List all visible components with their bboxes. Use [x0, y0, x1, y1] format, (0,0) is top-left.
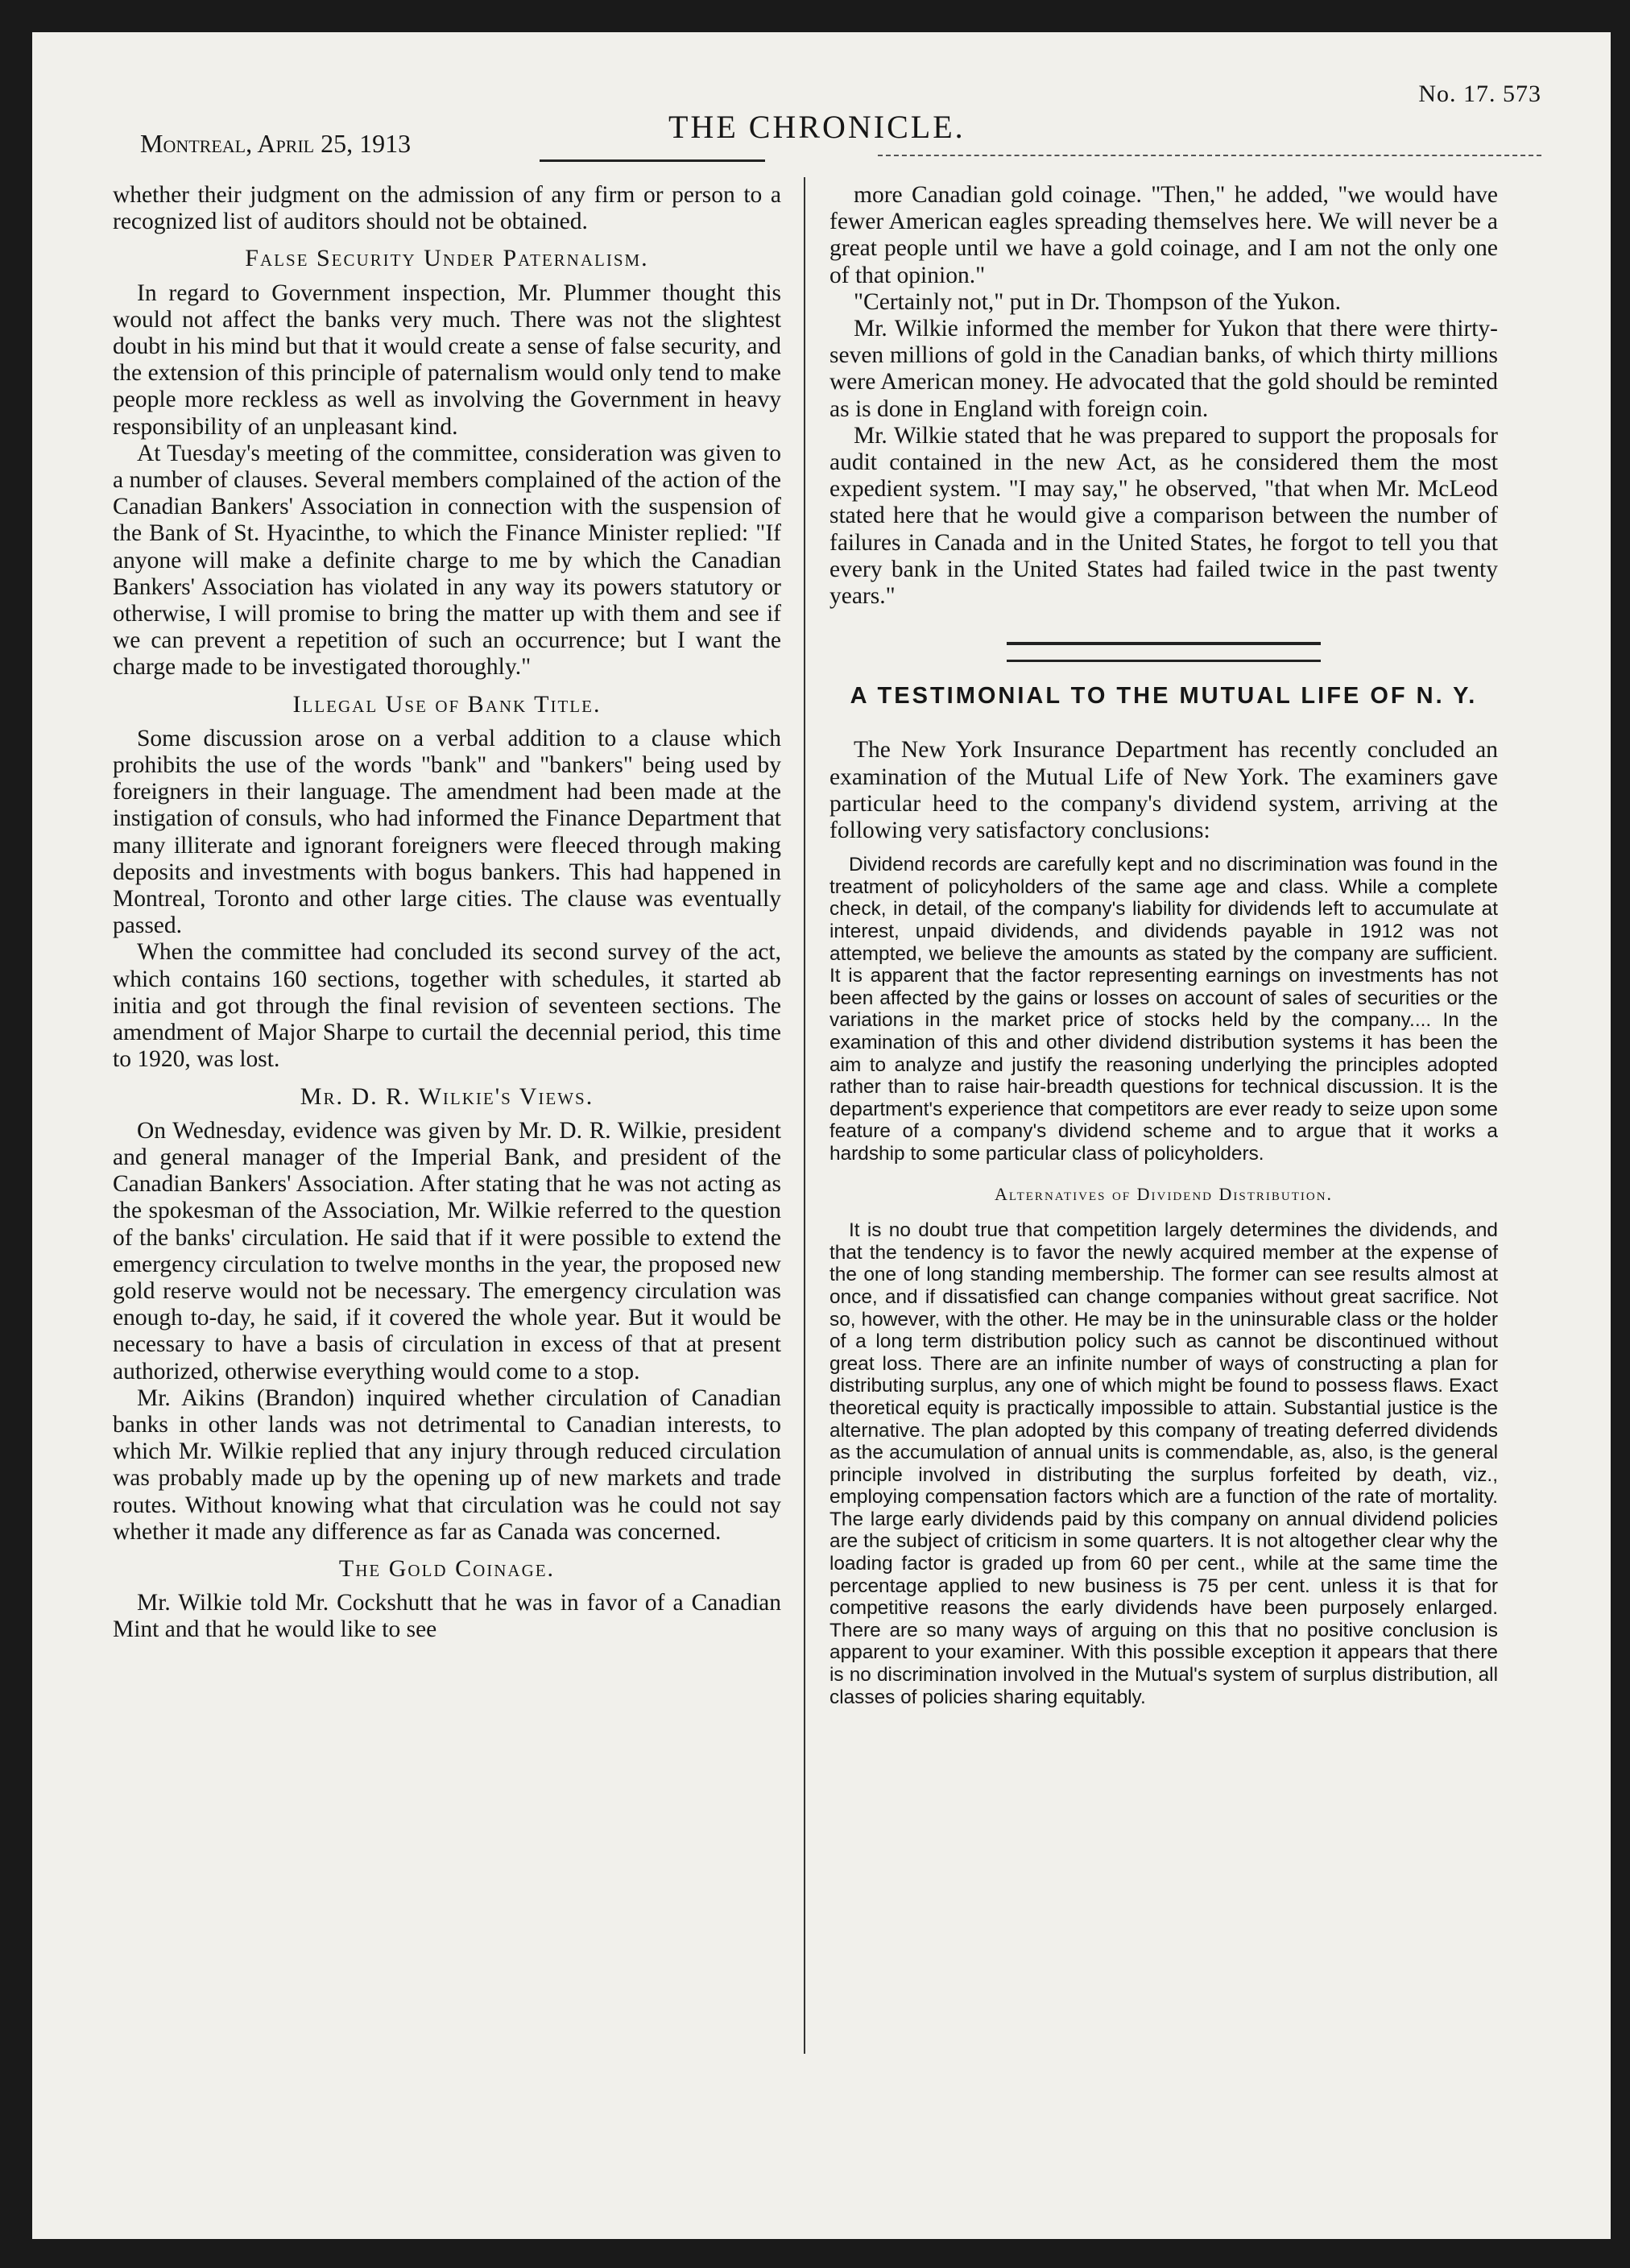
paragraph: more Canadian gold coinage. "Then," he added, "we would have fewer American eagles spreading themselves here. We will never be a great people until we have a gold coinage, and I am not the only one of that opinion.": [829, 182, 1498, 288]
paragraph: Some discussion arose on a verbal addition to a clause which prohibits the use of the words "bank" and "bankers" being used by foreigners in their language. The amendment had been made at the instigation of consuls, who had informed the Finance Department that many illiterate and ignorant foreigners were fleeced through making deposits and investments with bogus bankers. This had happened in Montreal, Toronto and other large cities. The clause was eventually passed.: [113, 725, 781, 939]
article-headline: A TESTIMONIAL TO THE MUTUAL LIFE OF N. Y.: [850, 683, 1478, 710]
paragraph: Mr. Wilkie told Mr. Cockshutt that he was in favor of a Canadian Mint and that he would like to see: [113, 1590, 781, 1643]
paragraph: The New York Insurance Department has recently concluded an examination of the Mutual Life of New York. The examiners gave particular heed to the company's dividend system, arriving at the following very satisfactory conclusions:: [829, 737, 1498, 844]
right-column: [829, 182, 1498, 1715]
left-column: [113, 182, 781, 1644]
paragraph: In regard to Government inspection, Mr. Plummer thought this would not affect the banks very much. There was not the slightest doubt in his mind but that it would create a sense of false security, and the extension of this principle of paternalism would only tend to make people more reckless as well as involving the Government in heavy responsibility of an unpleasant kind.: [113, 279, 781, 440]
paragraph: "Certainly not," put in Dr. Thompson of the Yukon.: [854, 288, 1342, 315]
paragraph: Mr. Wilkie informed the member for Yukon that there were thirty-seven millions of gold in the Canadian banks, of which thirty millions were American money. He advocated that the gold should be reminted as is done in England with foreign coin.: [829, 316, 1498, 422]
column-divider: [804, 177, 805, 2054]
header-rule-dashed: [878, 155, 1541, 156]
quoted-report: [829, 854, 1498, 1708]
newspaper-page: [32, 32, 1611, 2239]
quote-paragraph: It is no doubt true that competition largely determines the dividends, and that the tendency is to favor the newly acquired member at the expense of the one of long standing membership. The former can see results almost at once, and if dissatisfied can change companies without great sacrifice. Not so, however, with the other. He may be in the uninsurable class or the holder of a long term distribution policy such as cannot be discontinued without great loss. There are an infinite number of ways of constructing a plan for distributing surplus, any one of which might be found to possess flaws. Exact theoretical equity is practically impossible to attain. Substantial justice is the alternative. The plan adopted by this company of treating deferred dividends as the accumulation of annual units is commendable, as, also, is the general principle involved in distributing the surplus forfeited by death, viz., employing compensation factors which are a function of the rate of mortality. The large early dividends paid by this company on annual dividend policies are the subject of criticism in some quarters. It is not altogether clear why the loading factor is graded up from 60 per cent., while at the same time the percentage applied to new business is 75 per cent. unless it is that for competitive reasons the early dividends have been purposely enlarged. There are so many ways of arguing on this that no positive conclusion is apparent to your examiner. With this possible exception it appears that there is no discrimination involved in the Mutual's system of surplus distribution, all classes of policies sharing equitably.: [829, 1219, 1498, 1708]
paragraph: On Wednesday, evidence was given by Mr. D. R. Wilkie, president and general manager of the Imperial Bank, and president of the Canadian Bankers' Association. After stating that he was not acting as the spokesman of the Association, Mr. Wilkie referred to the question of the banks' circulation. He said that if it were possible to extend the emergency circulation to twelve months in the year, the proposed new gold reserve would not be necessary. The emergency circulation was enough to-day, he said, if it covered the whole year. But it would be necessary to have a basis of circulation in excess of that at present authorized, otherwise everything would come to a stop.: [113, 1117, 781, 1384]
section-heading: False Security Under Paternalism.: [245, 245, 649, 272]
paragraph: When the committee had concluded its second survey of the act, which contains 160 sections, together with schedules, it started ab initia and got through the final revision of seventeen sections. The amendment of Major Sharpe to curtail the decennial period, this time to 1920, was lost.: [113, 939, 781, 1073]
header-rule-solid: [540, 159, 765, 162]
date-line: Montreal, April 25, 1913: [140, 129, 412, 158]
paragraph: Mr. Wilkie stated that he was prepared to support the proposals for audit contained in the new Act, as he considered them the most expedient system. "I may say," he observed, "that when Mr. McLeod stated here that he would give a comparison between the number of failures in Canada and in the United States, he forgot to tell you that every bank in the United States had failed twice in the past twenty years.": [829, 422, 1498, 610]
publication-title: THE CHRONICLE.: [668, 109, 966, 145]
quote-paragraph: Dividend records are carefully kept and no discrimination was found in the treatment of policyholders of the same age and class. While a complete check, in detail, of the company's liability for dividends left to accumulate at interest, unpaid dividends, and dividends payable in 1912 was not attempted, we believe the amounts as stated by the company are sufficient. It is apparent that the factor representing earnings on investments has not been affected by the gains or losses on account of sales of securities or the variations in the market price of stocks held by the company.... In the examination of this and other dividend distribution systems it has been the aim to analyze and justify the reasoning underlying the principles adopted rather than to raise hair-breadth questions for technical discussion. It is the department's experience that competitors are ever ready to seize upon some feature of a company's dividend scheme and to argue that it works a hardship to some particular class of policyholders.: [829, 854, 1498, 1165]
paragraph: Mr. Aikins (Brandon) inquired whether circulation of Canadian banks in other lands was not detrimental to Canadian interests, to which Mr. Wilkie replied that any injury through reduced circulation was probably made up by the opening up of new markets and trade routes. Without knowing what that circulation was he could not say whether it made any difference as far as Canada was concerned.: [113, 1384, 781, 1545]
section-divider: [1007, 642, 1321, 662]
section-heading: Illegal Use of Bank Title.: [292, 690, 602, 718]
page-number: No. 17. 573: [1418, 81, 1541, 107]
page-header: [89, 52, 1554, 164]
section-heading: Mr. D. R. Wilkie's Views.: [300, 1082, 594, 1110]
paragraph: At Tuesday's meeting of the committee, consideration was given to a number of clauses. Several members complained of the action of the Canadian Bankers' Association in connection with the suspension of the Bank of St. Hyacinthe, to which the Finance Minister replied: "If anyone will make a definite charge to me by which the Canadian Bankers' Association has violated in any way its powers statutory or otherwise, I will promise to bring the matter up with them and see if we can prevent a repetition of such an occurrence; but I want the charge made to be investigated thoroughly.": [113, 440, 781, 681]
quote-subheading: Alternatives of Dividend Distribution.: [994, 1183, 1334, 1204]
section-heading: The Gold Coinage.: [338, 1554, 556, 1582]
paragraph: whether their judgment on the admission of any firm or person to a recognized list of auditors should not be obtained.: [113, 182, 781, 235]
